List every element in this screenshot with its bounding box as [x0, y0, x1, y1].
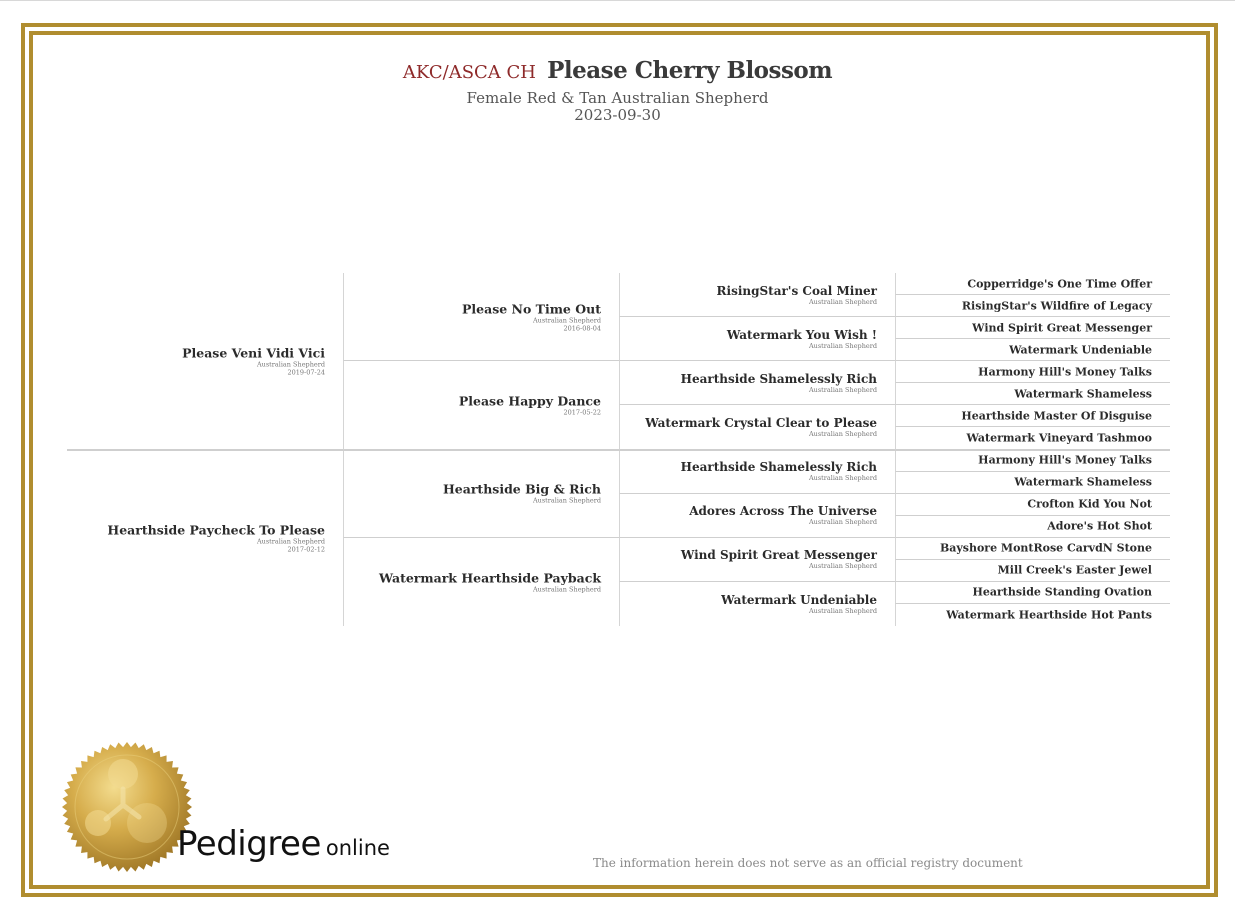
ancestor-breed: Australian Shepherd — [532, 316, 601, 325]
ancestor-info — [107, 522, 325, 553]
ancestor-info — [967, 277, 1152, 290]
ancestor-breed: Australian Shepherd — [532, 585, 601, 594]
ancestor-name: Copperridge's One Time Offer — [967, 277, 1152, 291]
pedigree-online-logo — [177, 824, 390, 864]
ancestor-name: Watermark Undeniable — [1009, 343, 1152, 357]
ancestor-name: Hearthside Shamelessly Rich — [680, 371, 877, 386]
title-prefix: AKC/ASCA CH — [402, 62, 536, 83]
ancestor-info — [443, 482, 601, 505]
ancestor-name: Hearthside Master Of Disguise — [961, 409, 1152, 423]
ancestor-birth-date: 2019-07-24 — [287, 368, 325, 377]
ancestor-info — [978, 454, 1152, 467]
ancestor-birth-date: 2016-08-04 — [563, 324, 601, 333]
ancestor-info — [972, 586, 1152, 599]
pedigree-gen4-ancestor — [895, 494, 1170, 516]
logo-sub-text: online — [325, 836, 390, 860]
ancestor-birth-date: 2017-05-22 — [563, 408, 601, 417]
ancestor-name: RisingStar's Coal Miner — [716, 283, 877, 298]
ancestor-name: Hearthside Big & Rich — [442, 481, 601, 497]
ancestor-name: Hearthside Standing Ovation — [972, 585, 1152, 599]
ancestor-info — [966, 431, 1152, 444]
ancestor-name: Harmony Hill's Money Talks — [978, 365, 1152, 379]
ancestor-name: Hearthside Paycheck To Please — [107, 522, 325, 538]
ancestor-info — [972, 321, 1152, 334]
pedigree-gen4-ancestor — [895, 273, 1170, 295]
sire-dam-divider — [67, 450, 1170, 451]
pedigree-gen2-ancestor — [343, 538, 619, 626]
pedigree-gen3-ancestor — [619, 273, 895, 317]
pedigree-gen2-ancestor — [343, 273, 619, 361]
pedigree-gen4-ancestor — [895, 516, 1170, 538]
pedigree-gen4-ancestor — [895, 361, 1170, 383]
ancestor-info — [978, 365, 1152, 378]
ancestor-breed: Australian Shepherd — [808, 385, 877, 394]
ancestor-info — [1009, 343, 1152, 356]
pedigree-gen4-ancestor — [895, 383, 1170, 405]
ancestor-name: Watermark Shameless — [1014, 475, 1152, 489]
pedigree-gen3-ancestor — [619, 582, 895, 626]
ancestor-breed: Australian Shepherd — [808, 429, 877, 438]
ancestor-breed: Australian Shepherd — [808, 341, 877, 350]
pedigree-gen3-ancestor — [619, 405, 895, 449]
ancestor-info — [681, 460, 877, 482]
ancestor-info — [1014, 476, 1152, 489]
ancestor-name: Adores Across The Universe — [689, 504, 877, 519]
ancestor-name: Watermark Hearthside Payback — [379, 570, 601, 586]
pedigree-gen3-ancestor — [619, 317, 895, 361]
pedigree-gen4-ancestor — [895, 295, 1170, 317]
pedigree-gen4-ancestor — [895, 538, 1170, 560]
ancestor-name: Mill Creek's Easter Jewel — [997, 563, 1152, 577]
pedigree-gen3-ancestor — [619, 494, 895, 538]
birth-date: 2023-09-30 — [574, 106, 661, 124]
gold-seal-icon — [61, 741, 193, 873]
ancestor-info — [961, 409, 1152, 422]
ancestor-info — [940, 542, 1152, 555]
dog-description: Female Red & Tan Australian Shepherd — [466, 89, 769, 107]
pedigree-gen4-ancestor — [895, 427, 1170, 449]
pedigree-gen3-ancestor — [619, 450, 895, 494]
pedigree-gen2-ancestor — [343, 361, 619, 449]
ancestor-info — [1047, 520, 1152, 533]
ancestor-info — [182, 345, 325, 376]
ancestor-info — [459, 393, 601, 416]
ancestor-name: Adore's Hot Shot — [1047, 519, 1152, 533]
ancestor-name: Watermark Crystal Clear to Please — [645, 415, 877, 430]
ancestor-info — [689, 504, 877, 526]
ancestor-info — [1014, 387, 1152, 400]
ancestor-name: Please Happy Dance — [458, 393, 601, 409]
ancestor-breed: Australian Shepherd — [808, 474, 877, 483]
ancestor-name: Watermark Vineyard Tashmoo — [966, 431, 1152, 445]
ancestor-name: Watermark You Wish ! — [726, 327, 877, 342]
ancestor-info — [681, 372, 877, 394]
ancestor-breed: Australian Shepherd — [808, 606, 877, 615]
disclaimer-text: The information herein does not serve as an official registry document — [593, 856, 1023, 870]
ancestor-info — [681, 548, 877, 570]
pedigree-gen4-ancestor — [895, 582, 1170, 604]
ancestor-breed: Australian Shepherd — [808, 518, 877, 527]
pedigree-gen3-ancestor — [619, 538, 895, 582]
ancestor-name: Watermark Undeniable — [721, 592, 877, 607]
ancestor-info — [721, 593, 877, 615]
ancestor-info — [645, 416, 877, 438]
pedigree-gen4-ancestor — [895, 472, 1170, 494]
pedigree-gen4-ancestor — [895, 450, 1170, 472]
pedigree-gen4-ancestor — [895, 604, 1170, 626]
ancestor-info — [727, 328, 877, 350]
ancestor-name: Watermark Shameless — [1014, 387, 1152, 401]
ancestor-name: Please No Time Out — [462, 301, 601, 317]
ancestor-info — [462, 301, 601, 332]
ancestor-breed: Australian Shepherd — [532, 496, 601, 505]
dog-name: Please Cherry Blossom — [547, 57, 833, 84]
ancestor-name: Please Veni Vidi Vici — [182, 345, 325, 361]
ancestor-breed: Australian Shepherd — [256, 360, 325, 369]
pedigree-gen1-ancestor — [67, 450, 343, 627]
ancestor-name: Crofton Kid You Not — [1027, 497, 1152, 511]
ancestor-name: Bayshore MontRose CarvdN Stone — [939, 541, 1152, 555]
ancestor-info — [998, 564, 1152, 577]
logo-main-text: Pedigree — [177, 824, 321, 864]
ancestor-breed: Australian Shepherd — [808, 562, 877, 571]
pedigree-gen4-ancestor — [895, 339, 1170, 361]
ancestor-info — [962, 299, 1152, 312]
ancestor-name: RisingStar's Wildfire of Legacy — [961, 299, 1152, 313]
pedigree-gen4-ancestor — [895, 317, 1170, 339]
ancestor-name: Wind Spirit Great Messenger — [680, 548, 877, 563]
ancestor-birth-date: 2017-02-12 — [287, 545, 325, 554]
ancestor-info — [379, 570, 601, 593]
ancestor-info — [717, 284, 877, 306]
pedigree-gen3-ancestor — [619, 361, 895, 405]
ancestor-name: Harmony Hill's Money Talks — [978, 453, 1152, 467]
ancestor-name: Hearthside Shamelessly Rich — [680, 460, 877, 475]
ancestor-breed: Australian Shepherd — [256, 537, 325, 546]
ancestor-name: Wind Spirit Great Messenger — [972, 321, 1152, 335]
ancestor-info — [946, 608, 1152, 621]
pedigree-gen4-ancestor — [895, 405, 1170, 427]
pedigree-gen4-ancestor — [895, 560, 1170, 582]
ancestor-info — [1027, 498, 1152, 511]
pedigree-gen2-ancestor — [343, 450, 619, 538]
ancestor-name: Watermark Hearthside Hot Pants — [946, 608, 1152, 622]
pedigree-gen1-ancestor — [67, 273, 343, 450]
ancestor-breed: Australian Shepherd — [808, 297, 877, 306]
